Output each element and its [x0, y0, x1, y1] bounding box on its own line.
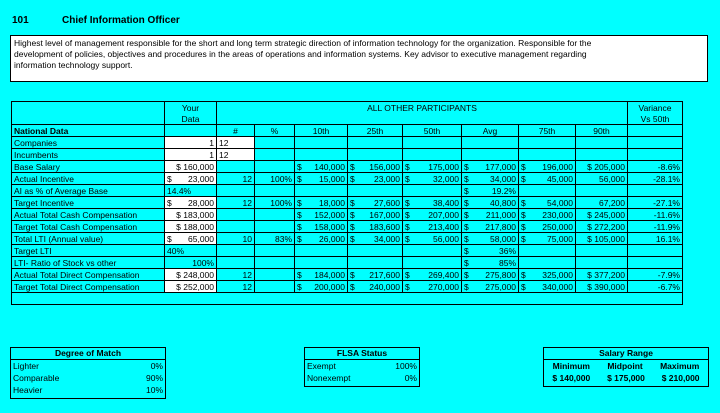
your-data-header-2: Data — [165, 113, 217, 125]
description-line: development of policies, objectives and procedures in the areas of operations and information systems. Key advisor to executive management regarding — [14, 49, 587, 59]
cell-avg — [462, 281, 519, 293]
cell-value: 34,000 — [374, 233, 400, 244]
cell-value: 340,000 — [542, 281, 573, 292]
cell-value: 270,000 — [428, 281, 459, 292]
cell-value: 196,000 — [542, 161, 573, 172]
cell-value: 167,000 — [369, 209, 400, 220]
cell-var: -6.7% — [628, 281, 683, 293]
currency-symbol: $ — [521, 269, 526, 280]
cell-your — [165, 173, 217, 185]
row-label: Actual Incentive — [12, 173, 165, 185]
cell-value: 213,400 — [428, 221, 459, 232]
cell-value: 65,000 — [188, 233, 214, 244]
col-header: 90th — [576, 125, 628, 137]
currency-symbol: $ — [350, 269, 355, 280]
cell-p10 — [295, 209, 348, 221]
variance-header: Variance — [628, 102, 683, 114]
currency-symbol: $ — [405, 233, 410, 244]
currency-symbol: $ — [350, 173, 355, 184]
cell-p90: $ 105,000 — [576, 233, 628, 245]
table-row — [12, 149, 683, 161]
cell-var: -11.9% — [628, 221, 683, 233]
cell-p75 — [519, 161, 576, 173]
cell-your: $ 252,000 — [165, 281, 217, 293]
salary-range-title: Salary Range — [544, 348, 708, 360]
currency-symbol: $ — [464, 281, 469, 292]
table-row — [12, 173, 683, 185]
cell-p75 — [519, 221, 576, 233]
cell-p10 — [295, 161, 348, 173]
currency-symbol: $ — [464, 161, 469, 172]
currency-symbol: $ — [167, 233, 172, 244]
cell-var: 16.1% — [628, 233, 683, 245]
row-label: LTI- Ratio of Stock vs other — [12, 257, 165, 269]
row-label: Target Total Direct Compensation — [12, 281, 165, 293]
cell-your: $ 160,000 — [165, 161, 217, 173]
cell-p10 — [295, 233, 348, 245]
flsa-status-title: FLSA Status — [305, 348, 419, 360]
col-header: 10th — [295, 125, 348, 137]
cell-p90: 67,200 — [576, 197, 628, 209]
cell-p25 — [348, 161, 403, 173]
row-label: Incumbents — [12, 149, 165, 161]
currency-symbol: $ — [350, 197, 355, 208]
cell-avg — [462, 173, 519, 185]
cell-value: 36% — [498, 245, 516, 256]
currency-symbol: $ — [167, 197, 172, 208]
cell-count: 12 — [217, 197, 255, 209]
cell-var: -27.1% — [628, 197, 683, 209]
cell-value: 54,000 — [547, 197, 573, 208]
currency-symbol: $ — [350, 281, 355, 292]
cell-value: 75,000 — [547, 233, 573, 244]
row-label: Base Salary — [12, 161, 165, 173]
cell-p90: $ 245,000 — [576, 209, 628, 221]
cell-value: 152,000 — [314, 209, 345, 220]
cell-p25 — [348, 269, 403, 281]
cell-p10 — [295, 269, 348, 281]
cell-value: 34,000 — [490, 173, 516, 184]
cell-count: 12 — [217, 173, 255, 185]
cell-p75 — [519, 149, 576, 161]
cell-value: 156,000 — [369, 161, 400, 172]
currency-symbol: $ — [521, 197, 526, 208]
cell-value: 19.2% — [491, 185, 516, 196]
cell-value: 32,000 — [433, 173, 459, 184]
degree-of-match-box — [10, 347, 166, 399]
salary-range-headers: Minimum Midpoint Maximum — [552, 361, 700, 371]
cell-count — [217, 257, 255, 269]
description-line: Highest level of management responsible for the short and long term strategic direction of information technology for the organization. Responsible for the — [14, 38, 592, 48]
flsa-row: Nonexempt 0% — [307, 373, 417, 383]
cell-p10 — [295, 173, 348, 185]
cell-p50 — [403, 269, 462, 281]
currency-symbol: $ — [297, 269, 302, 280]
currency-symbol: $ — [405, 281, 410, 292]
cell-count: 10 — [217, 233, 255, 245]
cell-p75 — [519, 173, 576, 185]
cell-value: 183,600 — [369, 221, 400, 232]
currency-symbol: $ — [297, 233, 302, 244]
currency-symbol: $ — [297, 221, 302, 232]
cell-value: 26,000 — [319, 233, 345, 244]
cell-p10 — [295, 197, 348, 209]
currency-symbol: $ — [167, 173, 172, 184]
cell-p10 — [295, 245, 348, 257]
cell-count — [217, 221, 255, 233]
col-header: 75th — [519, 125, 576, 137]
cell-p50 — [403, 161, 462, 173]
degree-of-match-title: Degree of Match — [11, 348, 165, 360]
cell-p50 — [403, 173, 462, 185]
cell-p25 — [348, 257, 403, 269]
cell-p50 — [403, 257, 462, 269]
cell-value: 217,800 — [485, 221, 516, 232]
table-row — [12, 209, 683, 221]
currency-symbol: $ — [350, 221, 355, 232]
cell-p90: $ 377,200 — [576, 269, 628, 281]
currency-symbol: $ — [464, 197, 469, 208]
cell-value: 85% — [498, 257, 516, 268]
table-row — [12, 269, 683, 281]
currency-symbol: $ — [521, 161, 526, 172]
cell-p25 — [348, 221, 403, 233]
cell-p50 — [403, 209, 462, 221]
cell-p75 — [519, 137, 576, 149]
cell-value: 230,000 — [542, 209, 573, 220]
cell-avg — [462, 269, 519, 281]
cell-value: 200,000 — [314, 281, 345, 292]
cell-p25 — [348, 245, 403, 257]
compensation-table — [11, 101, 683, 305]
cell-p25 — [348, 137, 403, 149]
table-row — [12, 137, 683, 149]
row-label: Actual Total Cash Compensation — [12, 209, 165, 221]
cell-value: 23,000 — [188, 173, 214, 184]
cell-pct: 100% — [255, 173, 295, 185]
cell-your: $ 183,000 — [165, 209, 217, 221]
currency-symbol: $ — [350, 209, 355, 220]
cell-p75 — [519, 245, 576, 257]
col-header: 25th — [348, 125, 403, 137]
cell-your: 14.4% — [165, 185, 217, 197]
cell-pct — [255, 161, 295, 173]
match-row: Comparable 90% — [13, 373, 163, 383]
row-label: Target Incentive — [12, 197, 165, 209]
currency-symbol: $ — [297, 161, 302, 172]
national-data-label: National Data — [12, 125, 165, 137]
cell-your: 1 — [165, 137, 217, 149]
cell-count — [217, 185, 255, 197]
currency-symbol: $ — [464, 257, 469, 268]
col-header: Avg — [462, 125, 519, 137]
cell-p90 — [576, 185, 628, 197]
cell-p10 — [295, 185, 348, 197]
table-row — [12, 221, 683, 233]
row-label: Companies — [12, 137, 165, 149]
currency-symbol: $ — [521, 233, 526, 244]
cell-value: 28,000 — [188, 197, 214, 208]
cell-p75 — [519, 185, 576, 197]
cell-p50 — [403, 245, 462, 257]
cell-value: 27,600 — [374, 197, 400, 208]
cell-p90 — [576, 137, 628, 149]
col-header: 50th — [403, 125, 462, 137]
cell-value: 38,400 — [433, 197, 459, 208]
cell-count: 12 — [217, 149, 255, 161]
cell-p90: $ 205,000 — [576, 161, 628, 173]
cell-p50 — [403, 197, 462, 209]
table-row — [12, 281, 683, 293]
cell-value: 56,000 — [433, 233, 459, 244]
currency-symbol: $ — [350, 233, 355, 244]
cell-var: -11.6% — [628, 209, 683, 221]
flsa-row: Exempt 100% — [307, 361, 417, 371]
your-data-header: Your — [165, 102, 217, 114]
table-row — [12, 185, 683, 197]
cell-p75 — [519, 209, 576, 221]
cell-p25 — [348, 149, 403, 161]
cell-avg — [462, 233, 519, 245]
cell-value: 18,000 — [319, 197, 345, 208]
cell-value: 40,800 — [490, 197, 516, 208]
currency-symbol: $ — [521, 173, 526, 184]
currency-symbol: $ — [464, 233, 469, 244]
variance-header-2: Vs 50th — [628, 113, 683, 125]
row-label: Target LTI — [12, 245, 165, 257]
cell-your — [165, 233, 217, 245]
cell-pct — [255, 149, 295, 161]
cell-value: 177,000 — [485, 161, 516, 172]
cell-p25 — [348, 173, 403, 185]
cell-p50 — [403, 281, 462, 293]
cell-value: 175,000 — [428, 161, 459, 172]
cell-p50 — [403, 149, 462, 161]
currency-symbol: $ — [405, 209, 410, 220]
currency-symbol: $ — [405, 173, 410, 184]
cell-p90: $ 390,000 — [576, 281, 628, 293]
cell-your: 1 — [165, 149, 217, 161]
all-other-participants-header: ALL OTHER PARTICIPANTS — [217, 102, 628, 114]
cell-p50 — [403, 185, 462, 197]
cell-count — [217, 209, 255, 221]
cell-pct — [255, 221, 295, 233]
cell-p25 — [348, 197, 403, 209]
cell-var — [628, 137, 683, 149]
cell-your: 100% — [165, 257, 217, 269]
description-line: information technology support. — [14, 60, 133, 70]
table-row — [12, 233, 683, 245]
cell-var: -8.6% — [628, 161, 683, 173]
row-label: Actual Total Direct Compensation — [12, 269, 165, 281]
cell-p10 — [295, 257, 348, 269]
match-row: Heavier 10% — [13, 385, 163, 395]
cell-value: 269,400 — [428, 269, 459, 280]
cell-your: $ 188,000 — [165, 221, 217, 233]
cell-p90 — [576, 257, 628, 269]
cell-count — [217, 161, 255, 173]
cell-p25 — [348, 209, 403, 221]
cell-value: 325,000 — [542, 269, 573, 280]
cell-avg — [462, 137, 519, 149]
currency-symbol: $ — [464, 269, 469, 280]
salary-range-box — [543, 347, 709, 387]
match-row: Lighter 0% — [13, 361, 163, 371]
cell-value: 250,000 — [542, 221, 573, 232]
cell-value: 207,000 — [428, 209, 459, 220]
cell-p25 — [348, 281, 403, 293]
currency-symbol: $ — [521, 221, 526, 232]
currency-symbol: $ — [521, 209, 526, 220]
cell-avg — [462, 197, 519, 209]
job-description — [10, 35, 708, 82]
cell-p25 — [348, 233, 403, 245]
cell-count: 12 — [217, 269, 255, 281]
currency-symbol: $ — [350, 161, 355, 172]
flsa-status-box — [304, 347, 420, 387]
cell-p75 — [519, 281, 576, 293]
cell-avg — [462, 209, 519, 221]
salary-range-values: $ 140,000 $ 175,000 $ 210,000 — [552, 373, 700, 383]
currency-symbol: $ — [297, 209, 302, 220]
cell-var — [628, 257, 683, 269]
row-label: AI as % of Average Base — [12, 185, 165, 197]
table-row — [12, 161, 683, 173]
cell-pct — [255, 209, 295, 221]
cell-pct — [255, 137, 295, 149]
cell-p10 — [295, 281, 348, 293]
row-label: Total LTI (Annual value) — [12, 233, 165, 245]
cell-pct — [255, 185, 295, 197]
cell-pct: 83% — [255, 233, 295, 245]
cell-pct: 100% — [255, 197, 295, 209]
row-label: Target Total Cash Compensation — [12, 221, 165, 233]
cell-var — [628, 149, 683, 161]
cell-value: 158,000 — [314, 221, 345, 232]
cell-count — [217, 245, 255, 257]
col-header: % — [255, 125, 295, 137]
cell-var: -28.1% — [628, 173, 683, 185]
cell-your: $ 248,000 — [165, 269, 217, 281]
cell-p90: 56,000 — [576, 173, 628, 185]
cell-avg — [462, 257, 519, 269]
cell-value: 275,000 — [485, 281, 516, 292]
currency-symbol: $ — [405, 269, 410, 280]
cell-count: 12 — [217, 281, 255, 293]
cell-pct — [255, 245, 295, 257]
currency-symbol: $ — [521, 281, 526, 292]
cell-p50 — [403, 221, 462, 233]
cell-pct — [255, 281, 295, 293]
table-row — [12, 245, 683, 257]
currency-symbol: $ — [405, 161, 410, 172]
table-row — [12, 257, 683, 269]
cell-pct — [255, 257, 295, 269]
currency-symbol: $ — [464, 173, 469, 184]
cell-your — [165, 197, 217, 209]
cell-your: 40% — [165, 245, 217, 257]
cell-p90: $ 272,200 — [576, 221, 628, 233]
cell-p10 — [295, 137, 348, 149]
currency-symbol: $ — [405, 221, 410, 232]
currency-symbol: $ — [464, 245, 469, 256]
currency-symbol: $ — [297, 173, 302, 184]
cell-p50 — [403, 137, 462, 149]
cell-var — [628, 245, 683, 257]
cell-avg — [462, 185, 519, 197]
currency-symbol: $ — [464, 209, 469, 220]
job-code: 101 — [12, 15, 29, 26]
cell-p75 — [519, 197, 576, 209]
cell-p90 — [576, 149, 628, 161]
cell-value: 211,000 — [485, 209, 516, 220]
cell-avg — [462, 149, 519, 161]
cell-avg — [462, 161, 519, 173]
cell-value: 240,000 — [369, 281, 400, 292]
cell-p50 — [403, 233, 462, 245]
cell-p75 — [519, 257, 576, 269]
currency-symbol: $ — [297, 197, 302, 208]
currency-symbol: $ — [405, 197, 410, 208]
cell-var — [628, 185, 683, 197]
currency-symbol: $ — [297, 281, 302, 292]
cell-value: 184,000 — [314, 269, 345, 280]
cell-count: 12 — [217, 137, 255, 149]
cell-value: 15,000 — [319, 173, 345, 184]
cell-value: 275,800 — [485, 269, 516, 280]
table-footer-row — [12, 293, 683, 305]
cell-p75 — [519, 233, 576, 245]
cell-value: 58,000 — [490, 233, 516, 244]
cell-value: 45,000 — [547, 173, 573, 184]
cell-avg — [462, 221, 519, 233]
cell-p10 — [295, 221, 348, 233]
cell-p75 — [519, 269, 576, 281]
cell-p25 — [348, 185, 403, 197]
currency-symbol: $ — [464, 185, 469, 196]
cell-avg — [462, 245, 519, 257]
table-row — [12, 197, 683, 209]
job-title: Chief Information Officer — [62, 15, 180, 26]
currency-symbol: $ — [464, 221, 469, 232]
cell-value: 23,000 — [374, 173, 400, 184]
cell-p90 — [576, 245, 628, 257]
cell-value: 140,000 — [314, 161, 345, 172]
col-header: # — [217, 125, 255, 137]
cell-value: 217,600 — [369, 269, 400, 280]
cell-p10 — [295, 149, 348, 161]
cell-var: -7.9% — [628, 269, 683, 281]
cell-pct — [255, 269, 295, 281]
